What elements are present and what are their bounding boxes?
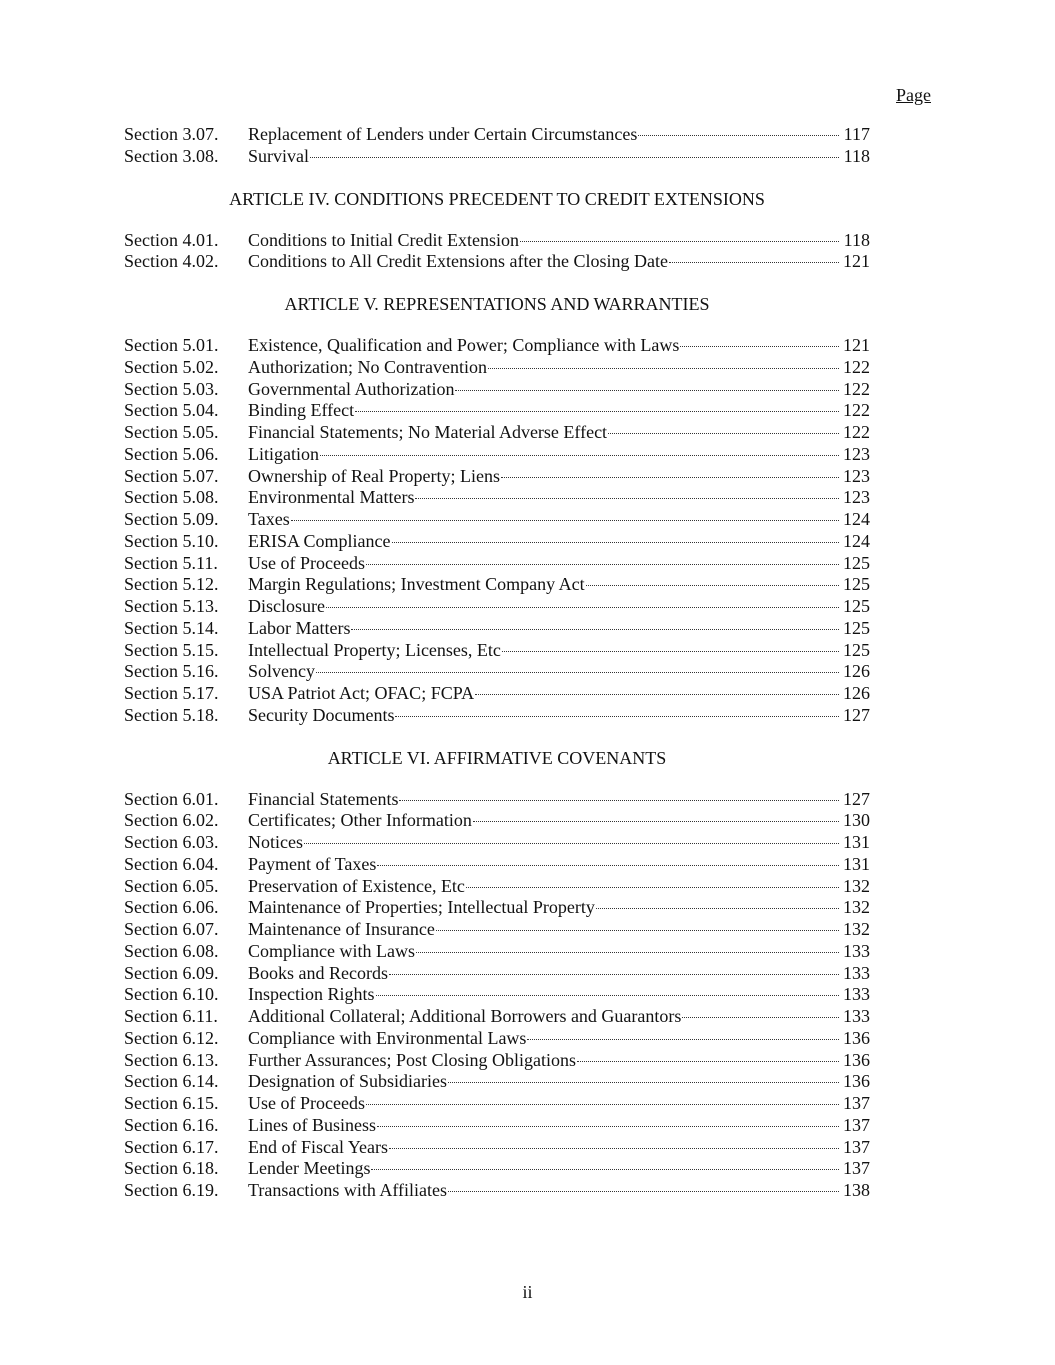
section-number: Section 6.11. bbox=[124, 1006, 218, 1026]
section-title: Use of Proceeds bbox=[248, 1093, 365, 1113]
toc-entry[interactable] bbox=[124, 963, 870, 985]
page-reference: 132 bbox=[843, 875, 870, 896]
section-title: Financial Statements bbox=[248, 788, 399, 809]
page-reference: 117 bbox=[843, 124, 870, 144]
dot-leader bbox=[392, 542, 840, 543]
section-title: Ownership of Real Property; Liens bbox=[248, 465, 500, 486]
page-reference: 122 bbox=[843, 356, 870, 377]
article-heading: ARTICLE IV. CONDITIONS PRECEDENT TO CREDIT EXTENSIONS bbox=[229, 188, 765, 209]
dot-leader bbox=[501, 477, 839, 478]
page-reference: 136 bbox=[843, 1071, 870, 1092]
dot-leader bbox=[320, 455, 839, 456]
dot-leader bbox=[448, 1191, 839, 1192]
section-number: Section 5.13. bbox=[124, 596, 219, 616]
dot-leader bbox=[416, 952, 839, 953]
section-number: Section 6.06. bbox=[124, 897, 219, 918]
toc-entry[interactable] bbox=[124, 487, 870, 509]
toc-entry[interactable] bbox=[124, 444, 870, 466]
section-number: Section 6.08. bbox=[124, 940, 219, 961]
section-title: Security Documents bbox=[248, 704, 395, 725]
page-reference: 132 bbox=[843, 919, 870, 939]
article-heading: ARTICLE V. REPRESENTATIONS AND WARRANTIES bbox=[284, 294, 710, 314]
dot-leader bbox=[395, 716, 839, 717]
dot-leader bbox=[488, 368, 839, 369]
dot-leader bbox=[415, 498, 839, 499]
toc-entry[interactable] bbox=[124, 1071, 870, 1093]
section-number: Section 6.17. bbox=[124, 1136, 219, 1157]
section-number: Section 6.18. bbox=[124, 1158, 219, 1179]
section-number: Section 5.02. bbox=[124, 356, 219, 377]
page-reference: 138 bbox=[843, 1180, 870, 1200]
toc-entry[interactable] bbox=[124, 1028, 870, 1050]
toc-entry[interactable] bbox=[124, 357, 870, 379]
page-reference: 125 bbox=[843, 552, 870, 573]
section-title: Margin Regulations; Investment Company Act bbox=[248, 574, 585, 595]
dot-leader bbox=[310, 157, 839, 158]
dot-leader bbox=[376, 995, 840, 996]
dot-leader bbox=[326, 607, 839, 608]
toc-entry[interactable] bbox=[124, 466, 870, 488]
section-number: Section 6.05. bbox=[124, 875, 219, 896]
dot-leader bbox=[304, 843, 839, 844]
page-reference: 125 bbox=[843, 639, 870, 660]
page-reference: 133 bbox=[843, 962, 870, 983]
page-reference: 121 bbox=[843, 251, 870, 272]
section-title: Transactions with Affiliates bbox=[248, 1180, 447, 1200]
toc-entry[interactable] bbox=[124, 509, 870, 531]
dot-leader bbox=[366, 1104, 839, 1105]
section-number: Section 5.17. bbox=[124, 683, 219, 703]
section-number: Section 4.01. bbox=[124, 229, 219, 250]
section-title: Use of Proceeds bbox=[248, 552, 365, 573]
toc-entry[interactable] bbox=[124, 705, 870, 727]
section-number: Section 5.05. bbox=[124, 422, 219, 442]
dot-leader bbox=[351, 629, 839, 630]
section-title: Payment of Taxes bbox=[248, 853, 377, 874]
page-reference: 124 bbox=[843, 530, 870, 551]
toc-group bbox=[124, 747, 870, 1202]
toc-group bbox=[124, 188, 870, 274]
section-title: Notices bbox=[248, 832, 303, 852]
page-reference: 124 bbox=[843, 509, 870, 529]
table-of-contents bbox=[124, 124, 870, 1202]
dot-leader bbox=[577, 1061, 839, 1062]
section-number: Section 5.08. bbox=[124, 487, 219, 508]
section-title: ERISA Compliance bbox=[248, 530, 391, 551]
toc-entry[interactable] bbox=[124, 1050, 870, 1072]
section-number: Section 6.03. bbox=[124, 832, 219, 852]
page-reference: 136 bbox=[843, 1027, 870, 1048]
toc-entry[interactable] bbox=[124, 574, 870, 596]
section-number: Section 5.04. bbox=[124, 400, 219, 421]
dot-leader bbox=[366, 564, 839, 565]
toc-entry[interactable] bbox=[124, 897, 870, 919]
page-reference: 123 bbox=[843, 465, 870, 486]
section-title: Disclosure bbox=[248, 596, 325, 616]
page-reference: 132 bbox=[843, 897, 870, 918]
dot-leader bbox=[680, 346, 839, 347]
toc-entry[interactable] bbox=[124, 1115, 870, 1137]
toc-entry[interactable] bbox=[124, 1180, 870, 1202]
dot-leader bbox=[608, 433, 839, 434]
section-number: Section 5.11. bbox=[124, 552, 218, 573]
dot-leader bbox=[448, 1082, 839, 1083]
section-number: Section 6.07. bbox=[124, 919, 219, 939]
dot-leader bbox=[473, 821, 839, 822]
section-number: Section 3.08. bbox=[124, 145, 219, 166]
section-number: Section 6.12. bbox=[124, 1027, 219, 1048]
section-title: Compliance with Laws bbox=[248, 940, 415, 961]
toc-entry[interactable] bbox=[124, 789, 870, 811]
toc-entry[interactable] bbox=[124, 553, 870, 575]
section-number: Section 5.07. bbox=[124, 465, 219, 486]
page-reference: 125 bbox=[843, 596, 870, 616]
toc-entry[interactable] bbox=[124, 1093, 870, 1115]
toc-entry[interactable] bbox=[124, 400, 870, 422]
section-number: Section 5.06. bbox=[124, 443, 219, 464]
toc-entry[interactable] bbox=[124, 661, 870, 683]
toc-entry[interactable] bbox=[124, 832, 870, 854]
toc-entry[interactable] bbox=[124, 618, 870, 640]
toc-entry[interactable] bbox=[124, 854, 870, 876]
page-reference: 127 bbox=[843, 788, 870, 809]
page-reference: 133 bbox=[843, 984, 870, 1005]
section-number: Section 6.14. bbox=[124, 1071, 219, 1092]
section-title: Further Assurances; Post Closing Obligations bbox=[248, 1049, 576, 1070]
toc-entry[interactable] bbox=[124, 146, 870, 168]
section-title: Litigation bbox=[248, 443, 319, 464]
section-title: Financial Statements; No Material Adverse Effect bbox=[248, 422, 608, 442]
dot-leader bbox=[371, 1169, 839, 1170]
toc-entry[interactable] bbox=[124, 640, 870, 662]
page-reference: 136 bbox=[843, 1049, 870, 1070]
toc-entry[interactable] bbox=[124, 919, 870, 941]
toc-entry[interactable] bbox=[124, 531, 870, 553]
toc-entry[interactable] bbox=[124, 230, 870, 252]
dot-leader bbox=[291, 520, 839, 521]
page-reference: 133 bbox=[843, 940, 870, 961]
page-reference: 137 bbox=[843, 1093, 870, 1113]
dot-leader bbox=[682, 1017, 839, 1018]
section-title: Maintenance of Properties; Intellectual Property bbox=[248, 897, 595, 918]
dot-leader bbox=[475, 694, 839, 695]
section-title: Labor Matters bbox=[248, 617, 351, 638]
page-reference: 118 bbox=[843, 145, 870, 166]
toc-entry[interactable] bbox=[124, 876, 870, 898]
page-reference: 122 bbox=[843, 378, 870, 399]
dot-leader bbox=[389, 1148, 839, 1149]
section-title: Compliance with Environmental Laws bbox=[248, 1027, 527, 1048]
page-reference: 126 bbox=[843, 683, 870, 703]
section-title: Taxes bbox=[248, 509, 290, 529]
page-reference: 122 bbox=[843, 422, 870, 442]
toc-entry[interactable] bbox=[124, 422, 870, 444]
toc-entry[interactable] bbox=[124, 1158, 870, 1180]
page-reference: 131 bbox=[843, 832, 870, 852]
toc-entry[interactable] bbox=[124, 1006, 870, 1028]
page-reference: 126 bbox=[843, 661, 870, 682]
section-title: Survival bbox=[248, 145, 309, 166]
toc-entry[interactable] bbox=[124, 379, 870, 401]
section-number: Section 6.13. bbox=[124, 1049, 219, 1070]
dot-leader bbox=[377, 1126, 839, 1127]
dot-leader bbox=[586, 585, 839, 586]
section-number: Section 6.01. bbox=[124, 788, 219, 809]
section-title: Authorization; No Contravention bbox=[248, 356, 487, 377]
dot-leader bbox=[455, 390, 839, 391]
toc-entry[interactable] bbox=[124, 984, 870, 1006]
section-title: Replacement of Lenders under Certain Circumstances bbox=[248, 124, 638, 144]
toc-entry[interactable] bbox=[124, 251, 870, 273]
page-reference: 137 bbox=[843, 1158, 870, 1179]
section-title: Designation of Subsidiaries bbox=[248, 1071, 447, 1092]
section-title: Governmental Authorization bbox=[248, 378, 455, 399]
page-reference: 130 bbox=[843, 810, 870, 831]
section-title: Lender Meetings bbox=[248, 1158, 371, 1179]
section-title: Inspection Rights bbox=[248, 984, 375, 1005]
page-reference: 121 bbox=[843, 335, 870, 355]
section-title: Intellectual Property; Licenses, Etc bbox=[248, 639, 501, 660]
toc-entry[interactable] bbox=[124, 124, 870, 146]
page-reference: 122 bbox=[843, 400, 870, 421]
dot-leader bbox=[527, 1039, 839, 1040]
section-title: USA Patriot Act; OFAC; FCPA bbox=[248, 683, 475, 703]
page-reference: 118 bbox=[843, 229, 870, 250]
section-title: Conditions to Initial Credit Extension bbox=[248, 229, 519, 250]
toc-entry[interactable] bbox=[124, 596, 870, 618]
section-number: Section 6.16. bbox=[124, 1114, 219, 1135]
page-reference: 137 bbox=[843, 1114, 870, 1135]
section-title: Environmental Matters bbox=[248, 487, 415, 508]
page-reference: 133 bbox=[843, 1006, 870, 1026]
section-title: Binding Effect bbox=[248, 400, 355, 421]
toc-entry[interactable] bbox=[124, 810, 870, 832]
dot-leader bbox=[316, 672, 839, 673]
dot-leader bbox=[638, 135, 839, 136]
page-reference: 123 bbox=[843, 443, 870, 464]
page-reference: 131 bbox=[843, 853, 870, 874]
section-title: Additional Collateral; Additional Borrowers and Guarantors bbox=[248, 1006, 682, 1026]
article-heading: ARTICLE VI. AFFIRMATIVE COVENANTS bbox=[327, 747, 667, 768]
section-title: Existence, Qualification and Power; Compliance with Laws bbox=[248, 335, 680, 355]
dot-leader bbox=[389, 974, 839, 975]
section-title: End of Fiscal Years bbox=[248, 1136, 388, 1157]
section-number: Section 6.10. bbox=[124, 984, 219, 1005]
toc-entry[interactable] bbox=[124, 335, 870, 357]
page-reference: 127 bbox=[843, 704, 870, 725]
dot-leader bbox=[502, 651, 839, 652]
section-number: Section 5.14. bbox=[124, 617, 219, 638]
page-reference: 125 bbox=[843, 574, 870, 595]
page-reference: 125 bbox=[843, 617, 870, 638]
section-number: Section 3.07. bbox=[124, 124, 219, 144]
page-reference: 123 bbox=[843, 487, 870, 508]
toc-entry[interactable] bbox=[124, 941, 870, 963]
section-number: Section 5.01. bbox=[124, 335, 219, 355]
toc-group bbox=[124, 293, 870, 727]
dot-leader bbox=[355, 411, 839, 412]
section-number: Section 5.15. bbox=[124, 639, 219, 660]
dot-leader bbox=[399, 800, 839, 801]
section-title: Certificates; Other Information bbox=[248, 810, 472, 831]
section-number: Section 5.16. bbox=[124, 661, 219, 682]
section-number: Section 4.02. bbox=[124, 251, 219, 272]
section-number: Section 5.18. bbox=[124, 704, 219, 725]
dot-leader bbox=[377, 865, 839, 866]
dot-leader bbox=[669, 262, 839, 263]
toc-entry[interactable] bbox=[124, 683, 870, 705]
page-number: ii bbox=[522, 1282, 533, 1302]
toc-group bbox=[124, 124, 870, 168]
dot-leader bbox=[436, 930, 839, 931]
section-title: Preservation of Existence, Etc bbox=[248, 875, 465, 896]
section-number: Section 6.04. bbox=[124, 853, 219, 874]
section-number: Section 5.09. bbox=[124, 509, 219, 529]
section-title: Maintenance of Insurance bbox=[248, 919, 435, 939]
section-number: Section 5.12. bbox=[124, 574, 219, 595]
section-title: Conditions to All Credit Extensions after the Closing Date bbox=[248, 251, 668, 272]
section-number: Section 6.19. bbox=[124, 1180, 219, 1200]
dot-leader bbox=[596, 908, 839, 909]
section-number: Section 5.03. bbox=[124, 378, 219, 399]
dot-leader bbox=[466, 887, 839, 888]
dot-leader bbox=[520, 241, 839, 242]
toc-entry[interactable] bbox=[124, 1137, 870, 1159]
section-number: Section 6.02. bbox=[124, 810, 219, 831]
section-number: Section 6.15. bbox=[124, 1093, 219, 1113]
section-title: Lines of Business bbox=[248, 1114, 376, 1135]
page-reference: 137 bbox=[843, 1136, 870, 1157]
page-column-label: Page bbox=[896, 85, 931, 105]
section-title: Books and Records bbox=[248, 962, 388, 983]
section-number: Section 6.09. bbox=[124, 962, 219, 983]
section-title: Solvency bbox=[248, 661, 315, 682]
section-number: Section 5.10. bbox=[124, 530, 219, 551]
